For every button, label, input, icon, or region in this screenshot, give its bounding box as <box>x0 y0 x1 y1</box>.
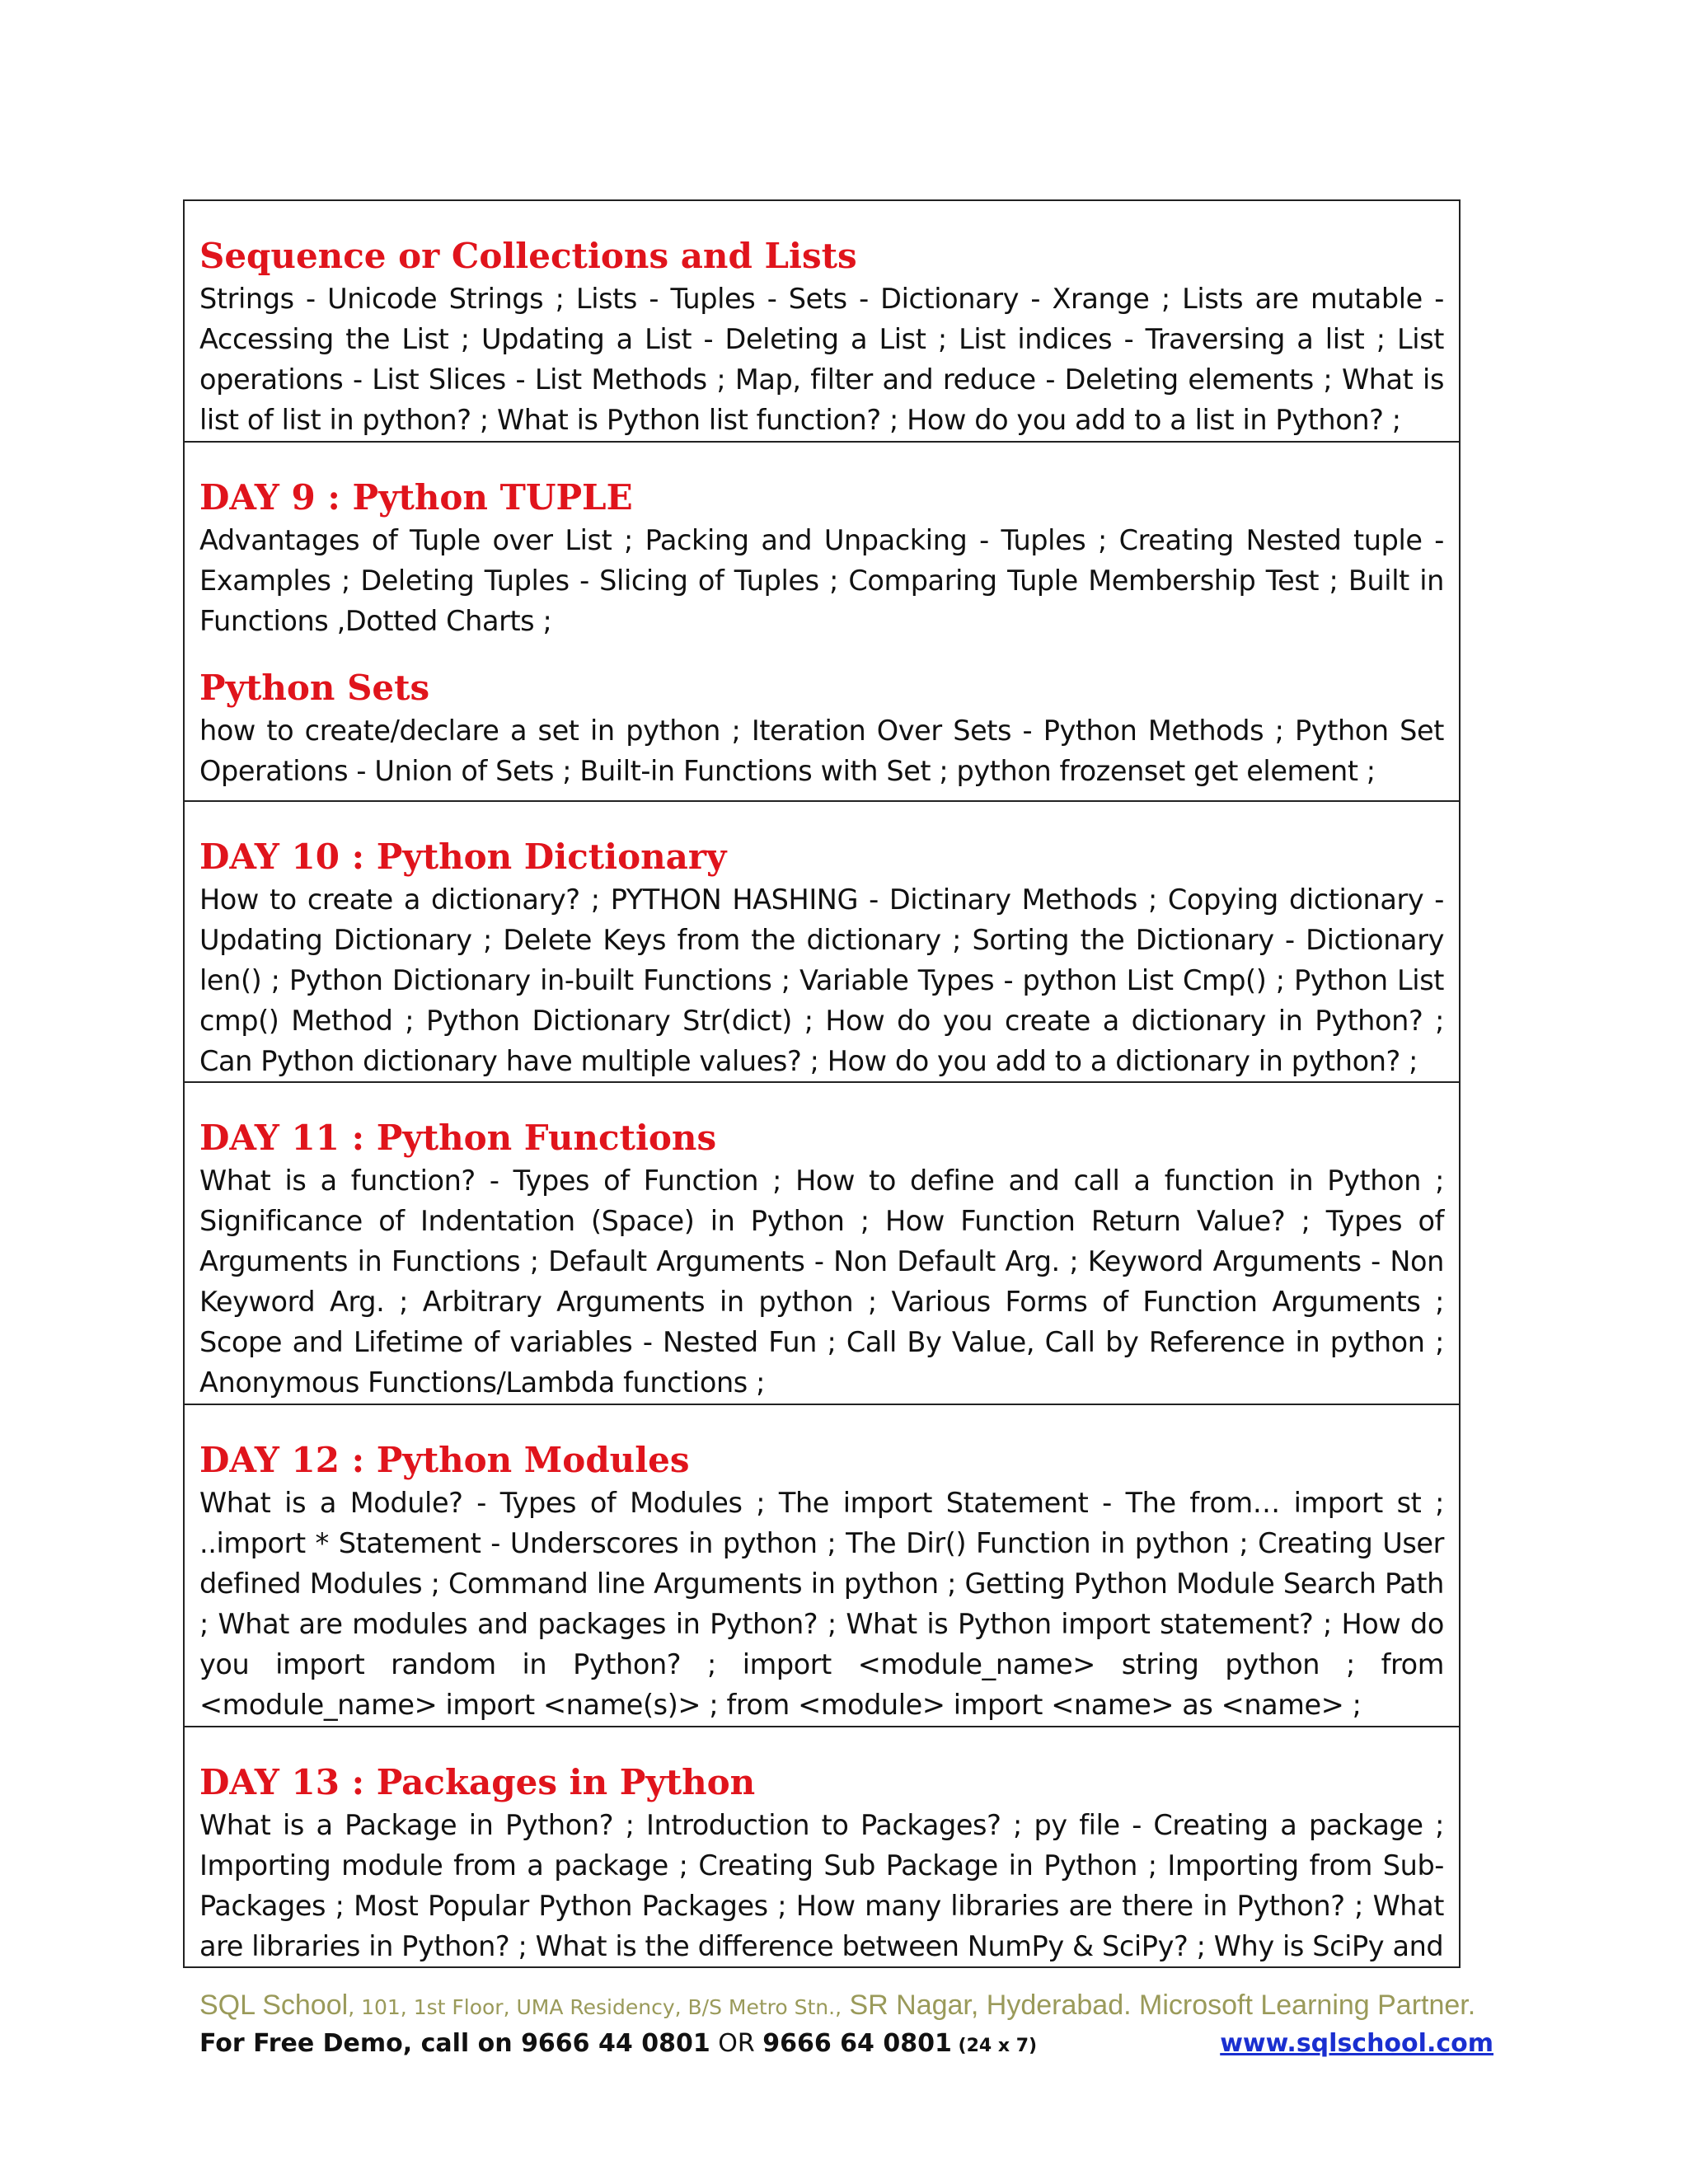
phone-number-2[interactable]: 9666 64 0801 <box>762 2029 952 2058</box>
section-title: DAY 13 : Packages in Python <box>199 1762 756 1802</box>
section-day9-tuple <box>185 443 1459 802</box>
section-text: What is a Module? - Types of Modules ; The import Statement - The from… import st ; ..import * Statement - Underscores in python ; The Dir() Function in python ; Creating User defined Modules ; Command line Arguments in python ; Getting Python Module Search Path ; What are modules and packages in Python? ; What is Python import statement? ; How do you import random in Python? ; import <module_name> string python ; from <module_name> import <name(s)> ; from <module> import <name> as <name> ; <box>199 1487 1444 1721</box>
section-title: DAY 9 : Python TUPLE <box>199 477 633 518</box>
footer-location: SR Nagar, Hyderabad. Microsoft Learning Partner. <box>842 1990 1476 2021</box>
section-day13-packages <box>185 1727 1459 1966</box>
section-day10-dictionary <box>185 802 1459 1083</box>
free-demo-text <box>199 2029 1037 2058</box>
section-title: Sequence or Collections and Lists <box>199 236 857 276</box>
footer-contact-line <box>199 2029 1493 2070</box>
or-text: OR <box>710 2029 763 2058</box>
hours-text: (24 x 7) <box>951 2036 1038 2056</box>
section-text: What is a Package in Python? ; Introduction to Packages? ; py file - Creating a package ; Importing module from a package ; Creating Sub Package in Python ; Importing from Sub-Packages ; Most Popular Python Packages ; How many libraries are there in Python? ; What are libraries in Python? ; What is the difference between NumPy & SciPy? ; Why is SciPy and <box>199 1809 1444 1962</box>
call-text: , call on <box>402 2029 522 2058</box>
school-name: SQL School <box>199 1990 349 2021</box>
website-link[interactable]: www.sqlschool.com <box>1220 2029 1493 2058</box>
section-title: DAY 10 : Python Dictionary <box>199 837 727 877</box>
phone-number-1[interactable]: 9666 44 0801 <box>521 2029 710 2058</box>
subsection-text: how to create/declare a set in python ; Iteration Over Sets - Python Methods ; Python Set Operations - Union of Sets ; Built-in Functions with Set ; python frozenset get element ; <box>199 715 1444 787</box>
section-text: How to create a dictionary? ; PYTHON HASHING - Dictinary Methods ; Copying dictionary - Updating Dictionary ; Delete Keys from the dictionary ; Sorting the Dictionary - Dictionary len() ; Python Dictionary in-built Functions ; Variable Types - python List Cmp() ; Python List cmp() Method ; Python Dictionary Str(dict) ; How do you create a dictionary in Python? ; Can Python dictionary have multiple values? ; How do you add to a dictionary in python? ; <box>199 883 1444 1077</box>
section-text: What is a function? - Types of Function ; How to define and call a function in Python ; Significance of Indentation (Space) in Python ; How Function Return Value? ; Types of Arguments in Functions ; Default Arguments - Non Default Arg. ; Keyword Arguments - Non Keyword Arg. ; Arbitrary Arguments in python ; Various Forms of Function Arguments ; Scope and Lifetime of variables - Nested Fun ; Call By Value, Call by Reference in python ; Anonymous Functions/Lambda functions ; <box>199 1165 1444 1399</box>
demo-prefix: For Free Demo <box>199 2029 403 2058</box>
section-lists <box>185 201 1459 443</box>
footer-address-line <box>199 1990 1502 2022</box>
section-text: Strings - Unicode Strings ; Lists - Tuples - Sets - Dictionary - Xrange ; Lists are mutable - Accessing the List ; Updating a List - Deleting a List ; List indices - Traversing a list ; List operations - List Slices - List Methods ; Map, filter and reduce - Deleting elements ; What is list of list in python? ; What is Python list function? ; How do you add to a list in Python? ; <box>199 283 1444 436</box>
footer-address: , 101, 1st Floor, UMA Residency, B/S Metro Stn., <box>348 1995 842 2019</box>
section-title: DAY 11 : Python Functions <box>199 1118 717 1158</box>
section-title: DAY 12 : Python Modules <box>199 1440 690 1480</box>
subsection-python-sets <box>199 666 1444 791</box>
section-day12-modules <box>185 1405 1459 1727</box>
section-day11-functions <box>185 1083 1459 1405</box>
subsection-title: Python Sets <box>199 668 430 708</box>
syllabus-table <box>183 199 1461 1968</box>
section-text: Advantages of Tuple over List ; Packing and Unpacking - Tuples ; Creating Nested tuple - Examples ; Deleting Tuples - Slicing of Tuples ; Comparing Tuple Membership Test ; Built in Functions ,Dotted Charts ; <box>199 524 1444 637</box>
